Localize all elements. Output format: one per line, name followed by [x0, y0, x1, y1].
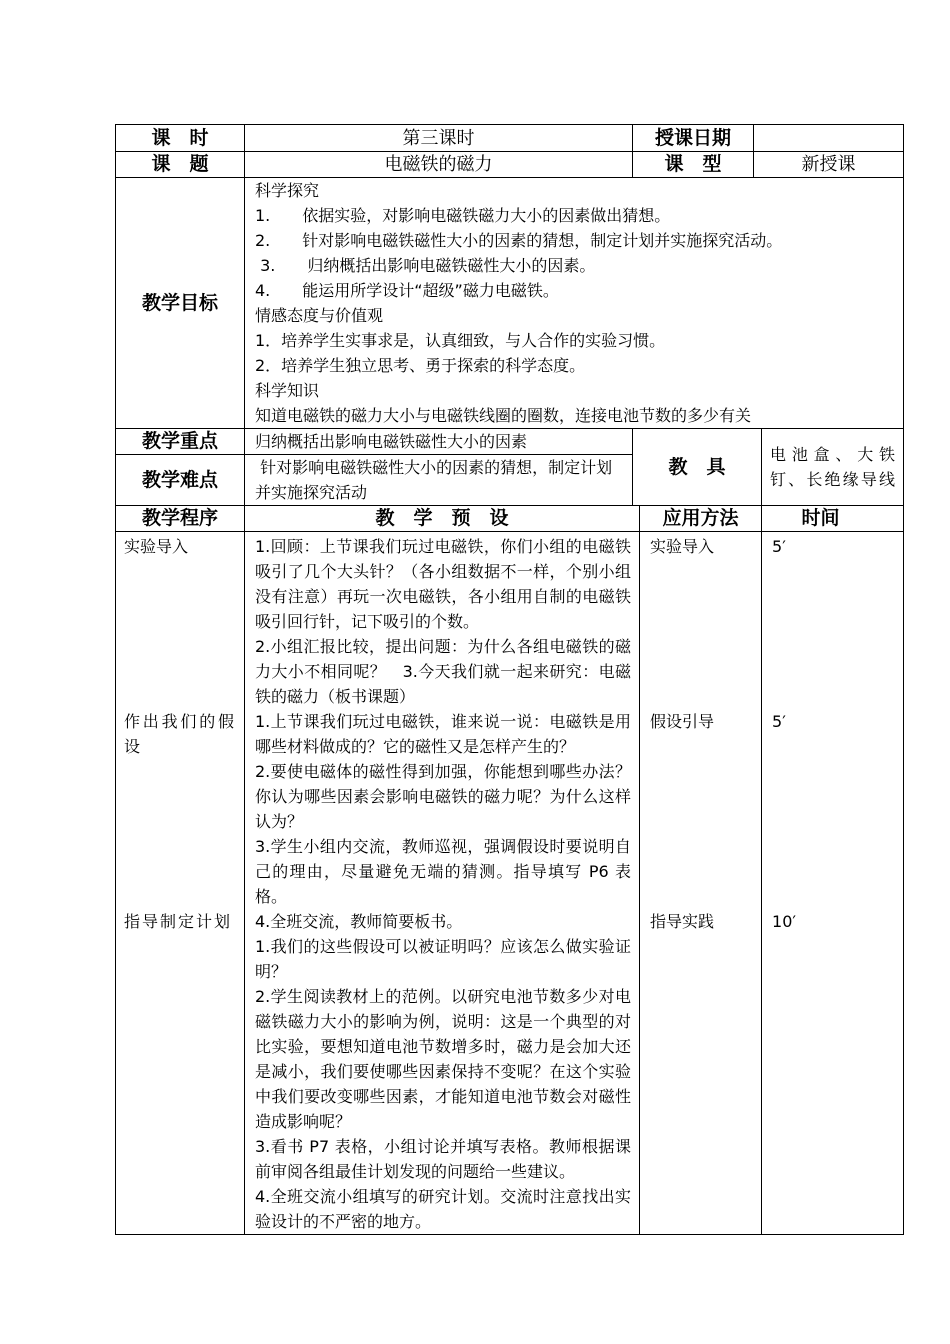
stage-plan-intro — [255, 534, 631, 709]
method-column — [640, 532, 762, 1235]
stage-time: 5′ — [772, 537, 786, 556]
stage-name: 作出我们的假设 — [124, 712, 236, 756]
date-label: 授课日期 — [633, 125, 754, 152]
procedure-header-row — [116, 506, 904, 532]
plan-paragraph: 2.要使电磁体的磁性得到加强，你能想到哪些办法？你认为哪些因素会影响电磁铁的磁力呢？为什么这样认为？ — [255, 762, 631, 831]
stage-method: 指导实践 — [650, 912, 715, 931]
plan-paragraph: 2.小组汇报比较，提出问题：为什么各组电磁铁的磁力大小不相同呢？ 3.今天我们就一起来研究：电磁铁的磁力（板书课题） — [255, 637, 631, 706]
goals-line: 2. 针对影响电磁铁磁性大小的因素的猜想，制定计划并实施探究活动。 — [255, 231, 783, 250]
difficulty-value: 针对影响电磁铁磁性大小的因素的猜想，制定计划并实施探究活动 — [245, 455, 633, 506]
tools-label: 教 具 — [633, 429, 762, 506]
procedure-stage-header: 教学程序 — [116, 506, 245, 532]
type-value: 新授课 — [754, 152, 904, 178]
plan-column — [245, 532, 640, 1235]
key-point-label: 教学重点 — [116, 429, 245, 455]
stage-name: 指导制定计划 — [124, 912, 233, 931]
plan-paragraph: 4.全班交流小组填写的研究计划。交流时注意找出实验设计的不严密的地方。 — [255, 1187, 631, 1231]
header-row-topic — [116, 152, 904, 178]
difficulty-label: 教学难点 — [116, 455, 245, 506]
stage-names-column — [116, 532, 245, 1235]
stage-method: 假设引导 — [650, 712, 715, 731]
procedure-method-header: 应用方法 — [640, 506, 762, 532]
stage-time: 5′ — [772, 712, 786, 731]
tools-value: 电池盒、大铁钉、长绝缘导线 — [762, 429, 904, 506]
stage-plan-hypothesis — [255, 709, 631, 934]
header-row-period — [116, 125, 904, 152]
stage-time: 10′ — [772, 912, 797, 931]
stage-plan-planning — [255, 934, 631, 1234]
stage-name: 实验导入 — [124, 537, 189, 556]
key-point-value: 归纳概括出影响电磁铁磁性大小的因素 — [245, 429, 633, 455]
plan-paragraph: 3.学生小组内交流，教师巡视，强调假设时要说明自己的理由，尽量避免无端的猜测。指导填写 P6 表格。 — [255, 837, 631, 906]
goals-content — [245, 178, 904, 429]
topic-value: 电磁铁的磁力 — [245, 152, 633, 178]
procedure-time-header: 时间 — [762, 506, 904, 532]
goals-line: 知道电磁铁的磁力大小与电磁铁线圈的圈数，连接电池节数的多少有关 — [255, 406, 752, 425]
goals-line: 1. 依据实验，对影响电磁铁磁力大小的因素做出猜想。 — [255, 206, 671, 225]
plan-paragraph: 3.看书 P7 表格，小组讨论并填写表格。教师根据课前审阅各组最佳计划发现的问题给一些建议。 — [255, 1137, 631, 1181]
period-label: 课 时 — [116, 125, 245, 152]
type-label: 课 型 — [633, 152, 754, 178]
goals-line: 科学知识 — [255, 381, 320, 400]
goals-line: 情感态度与价值观 — [255, 306, 384, 325]
date-value — [754, 125, 904, 152]
key-point-row — [116, 429, 904, 455]
goals-row — [116, 178, 904, 429]
plan-paragraph: 2.学生阅读教材上的范例。以研究电池节数多少对电磁铁磁力大小的影响为例，说明：这是一个典型的对比实验，要想知道电池节数增多时，磁力是会加大还是减小，我们要使哪些因素保持不变呢？在这个实验中我们要改变哪些因素，才能知道电池节数会对磁性造成影响呢？ — [255, 987, 631, 1131]
goals-label: 教学目标 — [116, 178, 245, 429]
period-value: 第三课时 — [245, 125, 633, 152]
goals-line: 4. 能运用所学设计“超级”磁力电磁铁。 — [255, 281, 559, 300]
procedure-body-row — [116, 532, 904, 1235]
time-column — [762, 532, 904, 1235]
plan-paragraph: 1.回顾：上节课我们玩过电磁铁，你们小组的电磁铁吸引了几个大头针？（各小组数据不一样，个别小组没有注意）再玩一次电磁铁，各小组用自制的电磁铁吸引回行针，记下吸引的个数。 — [255, 537, 631, 631]
goals-line: 1．培养学生实事求是，认真细致，与人合作的实验习惯。 — [255, 331, 666, 350]
stage-method: 实验导入 — [650, 537, 715, 556]
goals-line: 2．培养学生独立思考、勇于探索的科学态度。 — [255, 356, 586, 375]
lesson-plan-page — [115, 124, 903, 1235]
procedure-plan-header: 教 学 预 设 — [245, 506, 640, 532]
plan-paragraph: 4.全班交流，教师简要板书。 — [255, 912, 463, 931]
lesson-plan-table — [115, 124, 904, 1235]
topic-label: 课 题 — [116, 152, 245, 178]
goals-line: 3. 归纳概括出影响电磁铁磁性大小的因素。 — [255, 256, 596, 275]
plan-paragraph: 1.上节课我们玩过电磁铁，谁来说一说：电磁铁是用哪些材料做成的？它的磁性又是怎样产生的？ — [255, 712, 631, 756]
goals-line: 科学探究 — [255, 181, 320, 200]
plan-paragraph: 1.我们的这些假设可以被证明吗？应该怎么做实验证明？ — [255, 937, 631, 981]
